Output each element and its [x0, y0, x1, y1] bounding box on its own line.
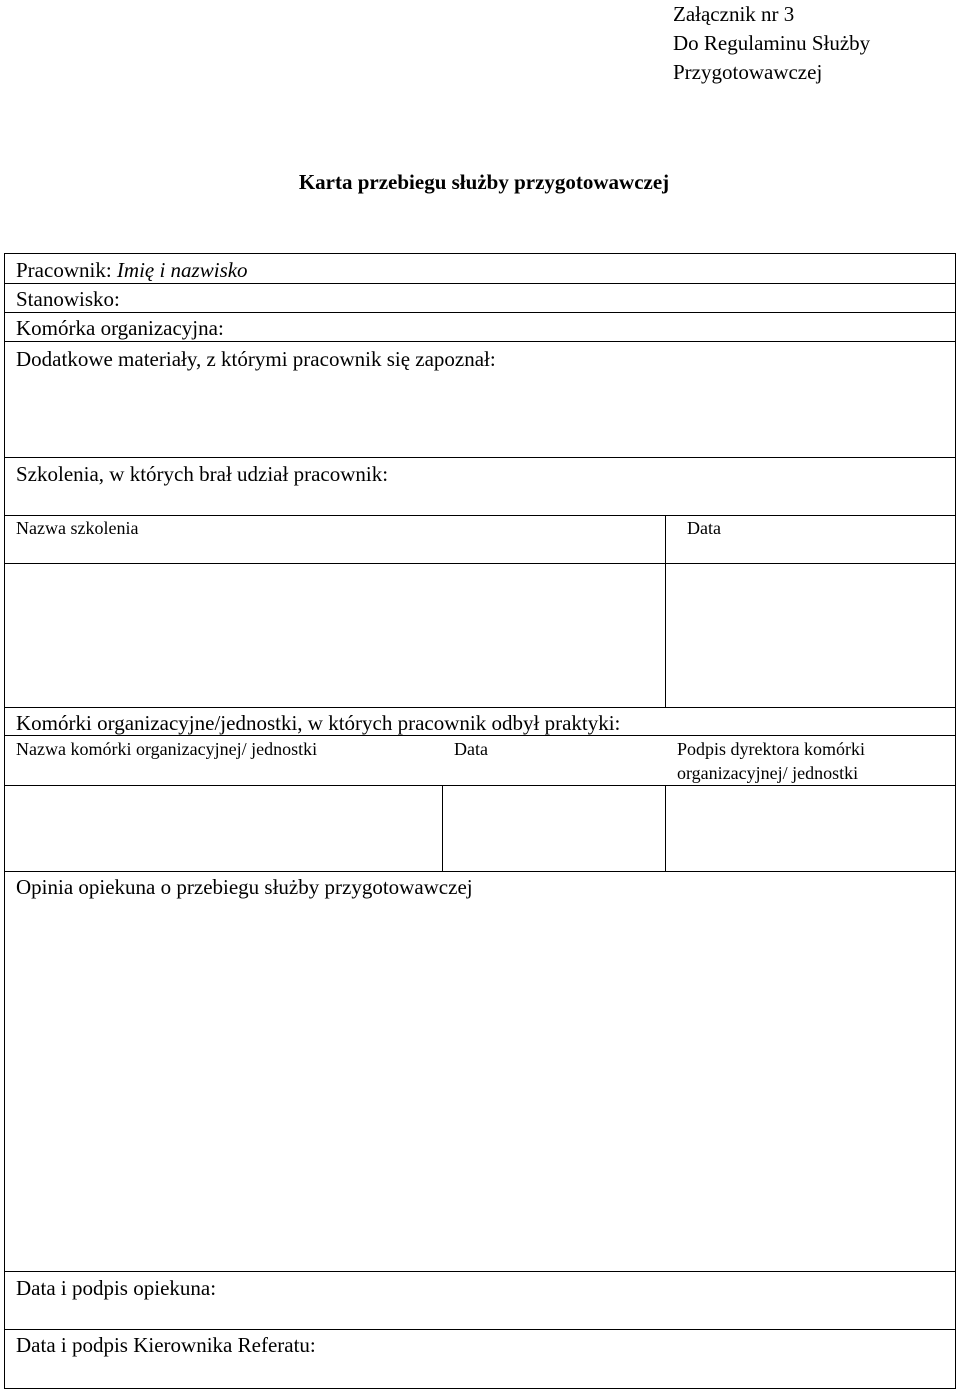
attachment-note [673, 0, 870, 87]
divider [5, 785, 955, 786]
employee-label: Pracownik: [16, 258, 112, 282]
divider [5, 515, 955, 516]
practice-date-header: Data [454, 739, 488, 759]
divider [5, 1271, 955, 1272]
training-name-header: Nazwa szkolenia [16, 518, 139, 538]
practice-signature-header [677, 737, 865, 785]
divider [5, 457, 955, 458]
materials-label: Dodatkowe materiały, z którymi pracownik się zapoznał: [16, 347, 496, 371]
employee-row [16, 257, 248, 283]
attachment-line-2: Do Regulaminu Służby [673, 31, 871, 55]
position-label: Stanowisko: [16, 287, 120, 311]
unit-label: Komórka organizacyjna: [16, 316, 224, 340]
divider [5, 707, 955, 708]
divider [5, 283, 955, 284]
training-date-header: Data [687, 518, 721, 538]
employee-name-field[interactable]: Imię i nazwisko [116, 258, 248, 282]
service-record-form [4, 253, 956, 1389]
attachment-line-3: Przygotowawczej [673, 60, 823, 84]
practice-signature-header-line-1: Podpis dyrektora komórki [677, 739, 865, 759]
opinion-label: Opinia opiekuna o przebiegu służby przygotowawczej [16, 875, 473, 899]
practice-signature-header-line-2: organizacyjnej/ jednostki [677, 763, 859, 783]
column-divider [442, 785, 443, 872]
column-divider [665, 515, 666, 707]
divider [5, 312, 955, 313]
divider [5, 341, 955, 342]
practice-unit-header: Nazwa komórki organizacyjnej/ jednostki [16, 739, 318, 759]
attachment-line-1: Załącznik nr 3 [673, 2, 795, 26]
column-divider [665, 785, 666, 872]
head-signature-label: Data i podpis Kierownika Referatu: [16, 1333, 316, 1357]
divider [5, 1329, 955, 1330]
divider [5, 871, 955, 872]
mentor-signature-label: Data i podpis opiekuna: [16, 1276, 217, 1300]
practice-label: Komórki organizacyjne/jednostki, w których pracownik odbył praktyki: [16, 711, 621, 735]
document-title: Karta przebiegu służby przygotowawczej [298, 170, 670, 194]
divider [5, 563, 955, 564]
trainings-label: Szkolenia, w których brał udział pracownik: [16, 462, 389, 486]
divider [5, 735, 955, 736]
